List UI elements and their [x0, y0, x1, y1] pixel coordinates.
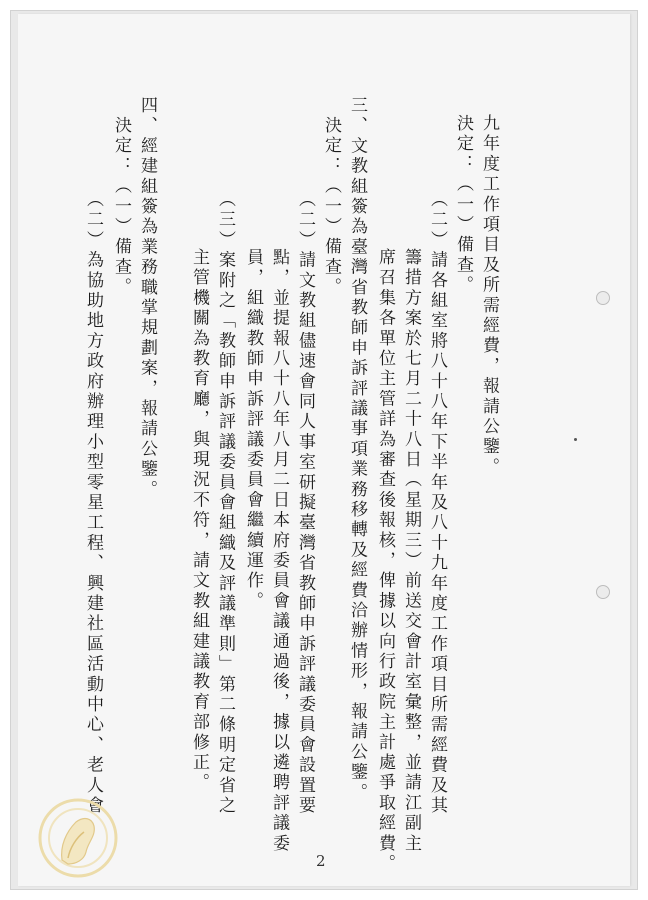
scanned-sheet: [10, 10, 638, 890]
text-column-2: 決定：（一）備查。: [453, 114, 473, 296]
text-column-13: 四、經建組簽為業務職掌規劃案，報請公鑒。: [137, 96, 157, 500]
text-column-4: 籌措方案於七月二十八日（星期三）前送交會計室彙整，並請江副主: [401, 248, 421, 854]
text-column-12: 主管機關為教育廳，與現況不符，請文教組建議教育部修正。: [189, 248, 209, 794]
scan-speck: [574, 438, 577, 441]
text-column-5: 席召集各單位主管詳為審查後報核，俾據以向行政院主計處爭取經費。: [375, 248, 395, 875]
text-column-9: 點，並提報八十八年八月二日本府委員會議通過後，據以遴聘評議委: [269, 248, 289, 854]
text-column-11: （三）案附之「教師申訴評議委員會組織及評議準則」第二條明定省之: [215, 190, 235, 817]
text-column-10: 員，組織教師申訴評議委員會繼續運作。: [243, 248, 263, 612]
text-column-8: （二）請文教組儘速會同人事室研擬臺灣省教師申訴評議委員會設置要: [295, 190, 315, 817]
text-column-1: 九年度工作項目及所需經費，報請公鑒。: [479, 114, 499, 478]
text-column-15: （二）為協助地方政府辦理小型零星工程、興建社區活動中心、老人會: [83, 190, 103, 817]
text-column-3: （二）請各組室將八十八年下半年及八十九年度工作項目所需經費及其: [427, 190, 447, 817]
archive-seal-logo-icon: [32, 792, 124, 884]
binder-hole-top: [596, 291, 610, 305]
binder-hole-bottom: [596, 585, 610, 599]
page-number: 2: [316, 852, 326, 870]
text-column-7: 決定：（一）備查。: [321, 116, 341, 298]
text-column-6: 三、文教組簽為臺灣省教師申訴評議事項業務移轉及經費洽辦情形，報請公鑒。: [347, 96, 367, 803]
text-column-14: 決定：（一）備查。: [111, 116, 131, 298]
document-page: [18, 14, 630, 886]
